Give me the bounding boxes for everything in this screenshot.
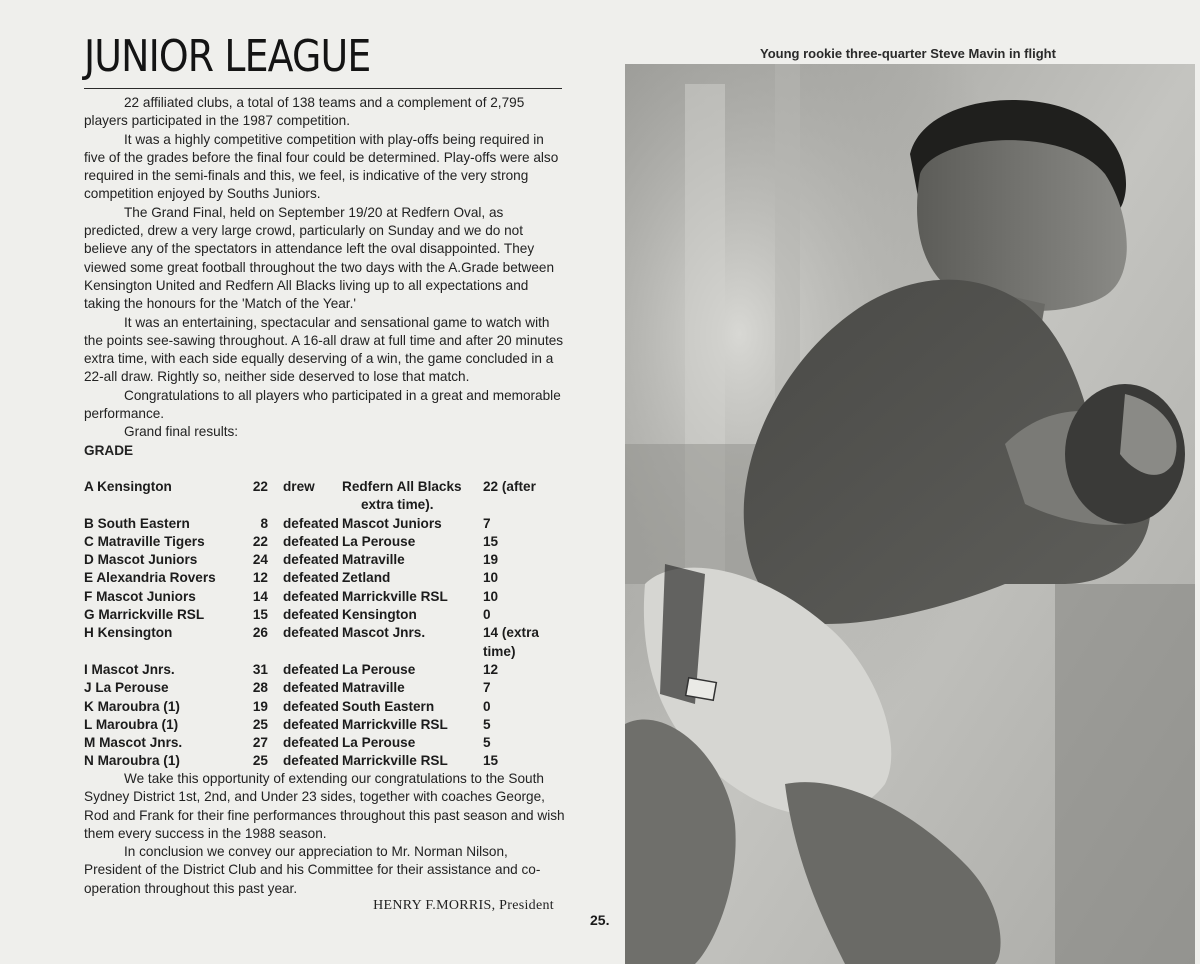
result-row: [84, 569, 564, 587]
result-outcome: defeated: [283, 680, 339, 696]
result-team: D Mascot Juniors: [84, 552, 198, 568]
result-opponent-score: 22 (after: [483, 479, 536, 494]
result-opponent: Marrickville RSL: [342, 716, 448, 732]
result-row: [84, 752, 564, 770]
result-team: J La Perouse: [84, 680, 169, 696]
result-opponent: South Eastern: [342, 698, 435, 714]
result-team: F Mascot Juniors: [84, 588, 196, 604]
page-number: 25.: [590, 912, 610, 928]
result-opponent-score: 7: [483, 515, 491, 531]
result-opponent: La Perouse: [342, 533, 416, 549]
result-opponent: Matraville: [342, 680, 405, 696]
result-score: 25: [252, 716, 268, 732]
result-opponent: La Perouse: [342, 661, 416, 677]
result-opponent-score: 10: [483, 570, 499, 586]
result-outcome: defeated: [283, 570, 339, 586]
result-outcome: defeated: [283, 753, 339, 769]
result-outcome: drew: [283, 479, 315, 494]
paragraph: It was a highly competitive competition with play-offs being required in five of the grades before the final four could be determined. Play-offs were also required in the semi-finals and this, we feel, is indicative of the very strong competition enjoyed by Souths Juniors.: [84, 131, 559, 202]
result-row: [84, 515, 564, 533]
result-opponent-score: 5: [483, 716, 491, 732]
result-outcome: defeated: [283, 515, 339, 531]
paragraph: 22 affiliated clubs, a total of 138 teams and a complement of 2,795 players participated in the 1987 competition.: [84, 95, 525, 129]
result-outcome: defeated: [283, 552, 339, 568]
result-score: 25: [252, 753, 268, 769]
result-outcome: defeated: [283, 698, 339, 714]
result-opponent-score: 12: [483, 661, 499, 677]
result-opponent-score: 19: [483, 552, 499, 568]
result-score: 8: [260, 515, 268, 531]
result-score: 19: [252, 698, 268, 714]
paragraph: Congratulations to all players who participated in a great and memorable performance.: [84, 387, 561, 422]
title-divider: [84, 88, 562, 89]
result-opponent-score: 7: [483, 680, 491, 696]
result-team: I Mascot Jnrs.: [84, 661, 175, 677]
result-outcome: defeated: [283, 533, 339, 549]
result-row: [84, 661, 564, 679]
result-score: 22: [252, 479, 268, 494]
result-score: 22: [252, 533, 268, 549]
result-score: 31: [252, 661, 268, 677]
result-team: B South Eastern: [84, 515, 190, 531]
result-team: A Kensington: [84, 479, 172, 494]
photo-caption: Young rookie three-quarter Steve Mavin in flight: [760, 46, 1056, 61]
player-photo: [625, 64, 1195, 964]
result-outcome: defeated: [283, 588, 339, 604]
result-team: C Matraville Tigers: [84, 533, 205, 549]
result-row: [84, 679, 564, 697]
paragraph: We take this opportunity of extending our congratulations to the South Sydney District 1st, 2nd, and Under 23 sides, together with coaches George, Rod and Frank for their fine performances throughout this past season and wish them every success in the 1988 season.: [84, 771, 565, 841]
paragraph: It was an entertaining, spectacular and sensational game to watch with the points see-sawing throughout. A 16-all draw at full time and after 20 minutes extra time, with each side equally deserving of a win, the game concluded in a 22-all draw. Rightly so, neither side deserved to lose that match.: [84, 314, 564, 385]
result-score: 24: [252, 552, 268, 568]
grade-heading: GRADE: [84, 442, 134, 458]
right-page: [620, 0, 1200, 964]
result-row: [84, 588, 564, 606]
result-opponent-score: 10: [483, 588, 499, 604]
result-outcome: defeated: [283, 661, 339, 677]
closing-text: [84, 770, 566, 898]
result-score: 15: [252, 607, 268, 623]
result-opponent-score: 5: [483, 735, 491, 751]
result-opponent: Redfern All Blacks: [342, 479, 462, 494]
result-opponent: Marrickville RSL: [342, 753, 448, 769]
result-opponent: Mascot Jnrs.: [342, 625, 426, 641]
result-row: [84, 478, 564, 515]
result-team: H Kensington: [84, 625, 173, 641]
result-opponent-score: 15: [483, 753, 499, 769]
paragraph: In conclusion we convey our appreciation to Mr. Norman Nilson, President of the District Club and his Committee for their assistance and co-operation throughout this past year.: [84, 844, 541, 896]
result-row: [84, 624, 564, 661]
result-score: 12: [252, 570, 268, 586]
result-row: [84, 551, 564, 569]
result-team: N Maroubra (1): [84, 753, 180, 769]
result-opponent-score: 15: [483, 533, 499, 549]
page-title: JUNIOR LEAGUE: [84, 31, 371, 82]
result-opponent-score: 0: [483, 607, 491, 623]
result-row: [84, 606, 564, 624]
result-opponent: Zetland: [342, 570, 391, 586]
results-table: [84, 478, 564, 771]
result-team: G Marrickville RSL: [84, 607, 205, 623]
result-outcome: defeated: [283, 625, 339, 641]
result-row: [84, 698, 564, 716]
result-row: [84, 533, 564, 551]
result-opponent: Mascot Juniors: [342, 515, 442, 531]
result-row: [84, 716, 564, 734]
result-team: L Maroubra (1): [84, 716, 179, 732]
paragraph: The Grand Final, held on September 19/20 at Redfern Oval, as predicted, drew a very large crowd, particularly on Sunday and we do not believe any of the spectators in attendance left the oval disappointed. They viewed some great football throughout the two days with the A.Grade between Kensington United and Redfern All Blacks living up to all expectations and taking the honours for the 'Match of the Year.': [84, 204, 555, 312]
result-opponent: Matraville: [342, 552, 405, 568]
signature: HENRY F.MORRIS, President: [373, 898, 554, 913]
result-row: [84, 734, 564, 752]
result-outcome: defeated: [283, 607, 339, 623]
result-score: 28: [252, 680, 268, 696]
result-score: 26: [252, 625, 268, 641]
result-score: 14: [252, 588, 268, 604]
result-score: 27: [252, 735, 268, 751]
result-team: M Mascot Jnrs.: [84, 735, 183, 751]
result-opponent-score: 0: [483, 698, 491, 714]
result-opponent: Kensington: [342, 607, 417, 623]
paragraph: Grand final results:: [124, 424, 239, 440]
result-team: K Maroubra (1): [84, 698, 180, 714]
article-body: [84, 94, 566, 460]
result-outcome: defeated: [283, 716, 339, 732]
result-team: E Alexandria Rovers: [84, 570, 216, 586]
result-outcome: defeated: [283, 735, 339, 751]
result-note: extra time).: [361, 497, 434, 513]
result-opponent: Marrickville RSL: [342, 588, 448, 604]
result-opponent-score: 14 (extra time): [483, 625, 539, 659]
result-opponent: La Perouse: [342, 735, 416, 751]
player-photo-illustration: [625, 64, 1195, 964]
